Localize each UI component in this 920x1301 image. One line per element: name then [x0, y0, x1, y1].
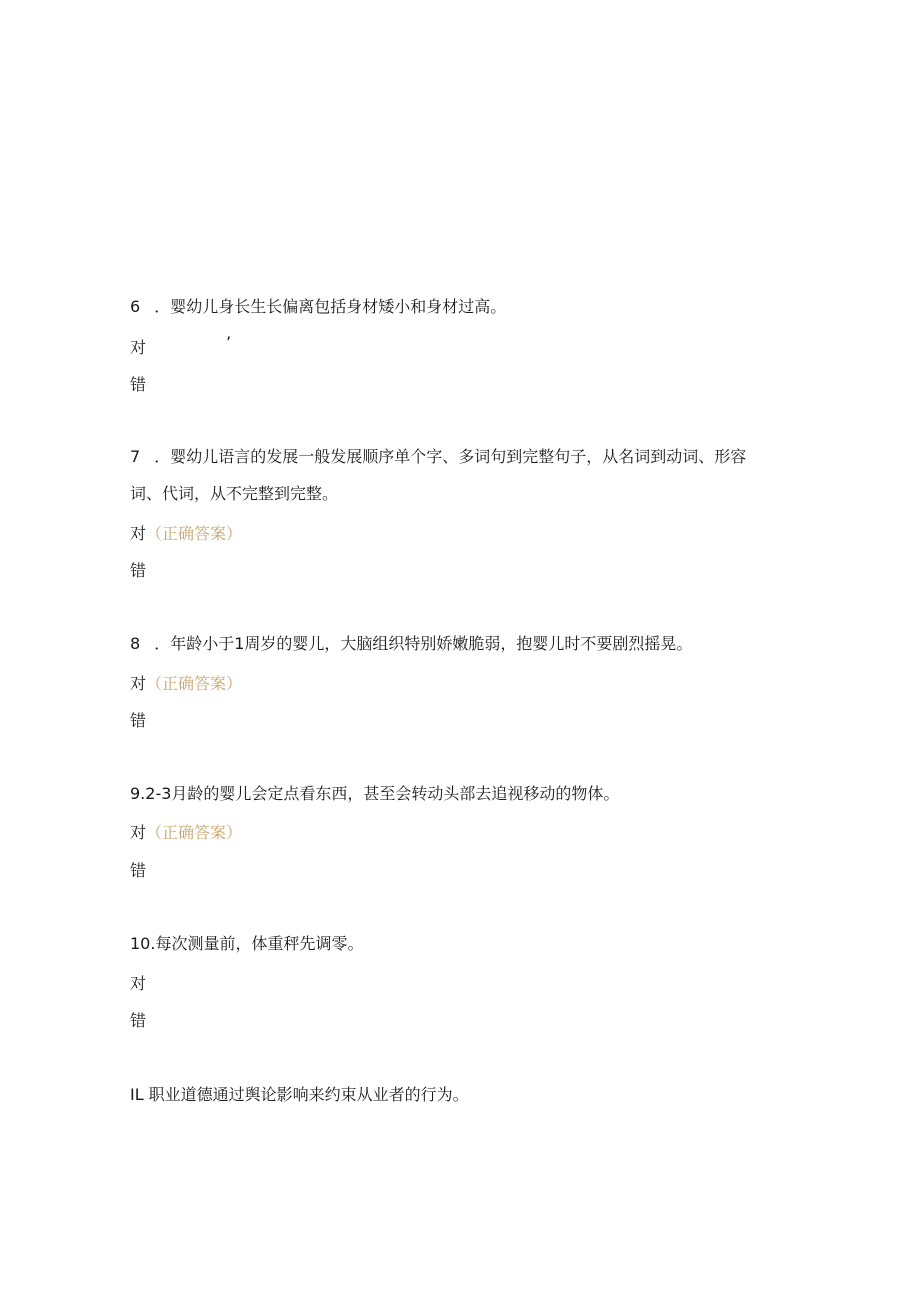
question-number: 7 [130, 447, 141, 466]
question-number: 10. [130, 934, 156, 953]
question-9 [130, 784, 619, 804]
question-number: 9. [130, 784, 146, 803]
option-label: 对 [130, 674, 147, 693]
question-8 [130, 634, 692, 654]
correct-answer-note: （正确答案） [146, 823, 243, 842]
question-text: ．年龄小于1周岁的婴儿，大脑组织特别娇嫩脆弱，抱婴儿时不要剧烈摇晃。 [154, 634, 693, 653]
stray-mark: ’ [226, 333, 232, 352]
option-false[interactable] [130, 1011, 146, 1031]
question-6 [130, 297, 506, 317]
question-11 [130, 1085, 469, 1105]
question-number: IL [130, 1085, 144, 1104]
question-number: 8 [130, 634, 141, 653]
question-10 [130, 934, 363, 954]
option-label: 错 [130, 375, 147, 394]
option-true[interactable] [130, 674, 242, 694]
option-false[interactable] [130, 375, 146, 395]
option-label: 错 [130, 861, 147, 880]
option-label: 对 [130, 823, 147, 842]
correct-answer-note: （正确答案） [146, 674, 243, 693]
question-text: 职业道德通过舆论影响来约束从业者的行为。 [148, 1085, 469, 1104]
option-true[interactable] [130, 524, 242, 544]
option-false[interactable] [130, 561, 146, 581]
option-true[interactable] [130, 823, 242, 843]
question-text: 每次测量前，体重秤先调零。 [155, 934, 364, 953]
option-false[interactable] [130, 861, 146, 881]
question-number: 6 [130, 297, 141, 316]
option-label: 对 [130, 338, 147, 357]
correct-answer-note: （正确答案） [146, 524, 243, 543]
question-7 [130, 447, 746, 467]
option-label: 错 [130, 711, 147, 730]
option-true[interactable] [130, 338, 146, 358]
question-text: 词、代词，从不完整到完整。 [130, 484, 339, 503]
option-label: 错 [130, 1011, 147, 1030]
option-true[interactable] [130, 974, 146, 994]
option-label: 错 [130, 561, 147, 580]
question-7-continued [130, 484, 338, 504]
option-label: 对 [130, 524, 147, 543]
option-label: 对 [130, 974, 147, 993]
question-text: 2-3月龄的婴儿会定点看东西，甚至会转动头部去追视移动的物体。 [145, 784, 620, 803]
question-text: ．婴幼儿身长生长偏离包括身材矮小和身材过高。 [154, 297, 507, 316]
option-false[interactable] [130, 711, 146, 731]
question-text: ．婴幼儿语言的发展一般发展顺序单个字、多词句到完整句子，从名词到动词、形容 [154, 447, 747, 466]
